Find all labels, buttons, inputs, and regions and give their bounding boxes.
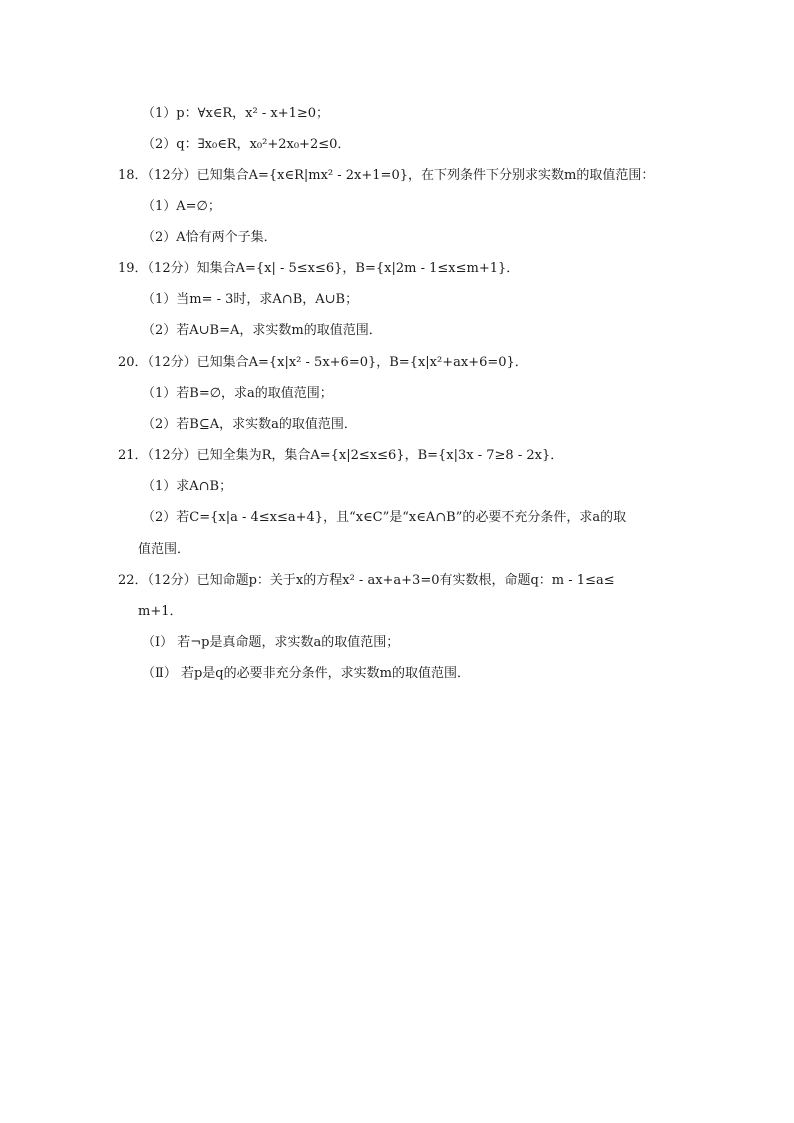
q20-part-1: （1）若B=∅，求a的取值范围； [142, 386, 333, 401]
q19-stem: 19．（12分）知集合A={x| - 5≤x≤6}，B={x|2m - 1≤x≤m+1}． [118, 261, 520, 276]
q22-stem-cont: m+1． [138, 604, 183, 619]
q18-part-2: （2）A恰有两个子集． [142, 230, 277, 245]
q22-stem: 22．（12分）已知命题p：关于x的方程x² - ax+a+3=0有实数根，命题q：m - 1≤a≤ [118, 573, 615, 588]
q20-part-2: （2）若B⊆A，求实数a的取值范围． [142, 417, 357, 432]
q21-part-1: （1）求A∩B； [142, 479, 233, 494]
q21-stem: 21．（12分）已知全集为R，集合A={x|2≤x≤6}，B={x|3x - 7≥8 - 2x}． [118, 448, 564, 463]
q22-part-1: （Ⅰ） 若¬p是真命题，求实数a的取值范围； [142, 635, 400, 650]
q19-part-1: （1）当m= - 3时，求A∩B，A∪B； [142, 292, 359, 307]
q17-line-2: （2）q：∃x₀∈R，x₀²+2x₀+2≤0． [142, 137, 351, 152]
q21-part-2-cont: 值范围． [138, 542, 191, 557]
q18-stem: 18．（12分）已知集合A={x∈R|mx² - 2x+1=0}，在下列条件下分别求实数m的取值范围： [118, 168, 655, 183]
q18-part-1: （1）A=∅； [142, 199, 221, 214]
q20-stem: 20．（12分）已知集合A={x|x² - 5x+6=0}，B={x|x²+ax+6=0}． [118, 355, 528, 370]
q17-line-1: （1）p：∀x∈R，x² - x+1≥0； [142, 106, 330, 121]
q22-part-2: （Ⅱ） 若p是q的必要非充分条件，求实数m的取值范围． [142, 666, 470, 681]
q19-part-2: （2）若A∪B=A，求实数m的取值范围． [142, 323, 382, 338]
q21-part-2: （2）若C={x|a - 4≤x≤a+4}，且“x∈C”是“x∈A∩B”的必要不充分条件，求a的取 [142, 510, 627, 525]
